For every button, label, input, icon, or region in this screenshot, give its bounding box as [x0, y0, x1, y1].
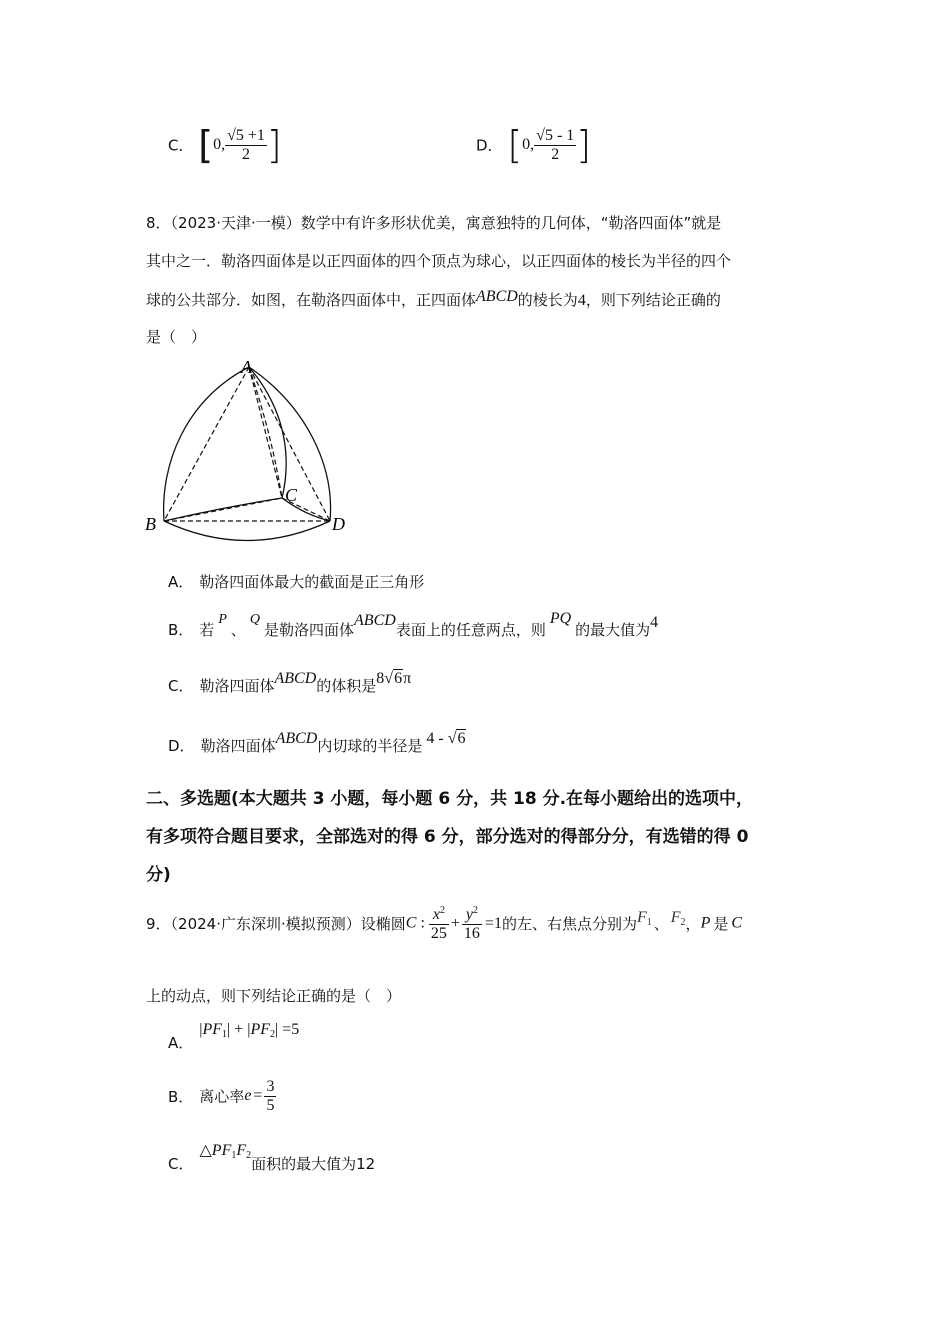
math-4: 4 [577, 292, 586, 309]
fraction-x [429, 905, 449, 942]
subscript: 1 [231, 1150, 237, 1161]
var: F [670, 909, 681, 927]
text: 是勒洛四面体 [264, 621, 355, 639]
numerator: √5 - 1 [536, 126, 575, 144]
plus: + [450, 914, 460, 932]
option-label: D． [476, 136, 503, 155]
text: ， [685, 915, 701, 934]
option-label: A． [168, 573, 194, 591]
vertex-label-c: C [285, 485, 298, 505]
heading-line: 二、多选题(本大题共 3 小题，每小题 6 分，共 18 分.在每小题给出的选项中， [146, 789, 754, 809]
text: 球的公共部分．如图，在勒洛四面体中，正四面体 [146, 291, 477, 309]
expr: 4 - [426, 730, 448, 747]
abs-bar: | [247, 1021, 251, 1038]
vertex-label-b: B [145, 514, 156, 534]
q9-option-c [168, 1140, 375, 1174]
arc-a-c [249, 367, 286, 498]
text: 的最大值为 [575, 621, 651, 639]
var: y [465, 906, 473, 923]
reuleaux-tetrahedron-figure [140, 355, 360, 555]
q8-option-a [168, 571, 424, 592]
fraction [534, 127, 576, 163]
var: F [236, 1142, 247, 1159]
exponent: 2 [439, 905, 445, 916]
math-p: P [218, 612, 227, 627]
numerator: √5 +1 [227, 126, 265, 144]
text: 面积的最大值为 [251, 1155, 357, 1173]
left-bracket: [ [198, 123, 214, 167]
arc-b-d [164, 521, 330, 541]
right-bracket: ] [266, 123, 282, 167]
interval-start: 0, [522, 136, 535, 153]
equals-one: =1 [484, 914, 502, 932]
q9-line-2: 上的动点，则下列结论正确的是（ ） [146, 987, 402, 1005]
equals: = [253, 1087, 263, 1105]
math-e: e [244, 1087, 252, 1105]
text: 9．（2024·广东深圳·模拟预测）设椭圆 [146, 915, 406, 934]
text: 的左、右焦点分别为 [501, 915, 637, 934]
value: 12 [356, 1155, 376, 1173]
var: PF [202, 1021, 223, 1038]
sqrt-sign: √ [447, 730, 457, 747]
left-bracket: [ [507, 123, 523, 167]
subscript: 2 [246, 1150, 252, 1161]
numerator: 3 [266, 1078, 275, 1095]
option-label: C． [168, 136, 194, 155]
q8-line-3 [146, 288, 721, 310]
abs-bar: | [199, 1021, 203, 1038]
option-label: A． [168, 1034, 194, 1052]
math-volume [376, 669, 411, 687]
edge-a-c [249, 367, 282, 498]
exponent: 2 [472, 905, 478, 916]
numerator [429, 905, 449, 925]
var: △PF [199, 1142, 232, 1159]
text: 的体积是 [316, 677, 377, 695]
q8-line-4: 是（ ） [146, 328, 207, 346]
abs-bar: | [227, 1021, 231, 1038]
math-abcd: ABCD [275, 730, 318, 747]
math-c: C [405, 914, 417, 932]
math-p: P [700, 914, 711, 932]
text: 、 [653, 915, 669, 934]
math-abcd: ABCD [354, 612, 396, 629]
math-q: Q [249, 612, 261, 627]
text: 的棱长为 [517, 291, 578, 309]
numerator [462, 905, 482, 925]
pi: π [403, 670, 412, 687]
math-triangle [199, 1142, 251, 1159]
math-radius [426, 730, 466, 747]
text: 勒洛四面体 [200, 737, 276, 755]
q8-option-d [168, 730, 466, 756]
colon: : [416, 914, 429, 932]
subscript: 1 [222, 1029, 228, 1040]
q9-option-b [168, 1078, 276, 1114]
equals: =5 [282, 1021, 300, 1038]
section-2-heading [146, 780, 826, 894]
q9-option-a [168, 1020, 299, 1053]
math-f2 [670, 909, 686, 929]
q7-option-c [168, 123, 282, 167]
subscript: 1 [646, 917, 652, 929]
text: 是 [713, 915, 729, 934]
q8-option-c [168, 670, 411, 696]
option-label: B． [168, 621, 194, 639]
math-pq: PQ [549, 610, 572, 627]
interval-start: 0, [213, 136, 226, 153]
denominator: 16 [463, 924, 480, 942]
denominator: 5 [266, 1096, 275, 1114]
option-label: B． [168, 1087, 194, 1106]
abs-bar: | [275, 1021, 279, 1038]
option-label: C． [168, 1155, 194, 1173]
math-abcd: ABCD [274, 670, 317, 687]
var: PF [250, 1021, 270, 1038]
var: F [636, 909, 647, 927]
fraction-y [462, 905, 482, 942]
math-4: 4 [650, 614, 659, 631]
option-text: 勒洛四面体最大的截面是正三角形 [199, 573, 425, 591]
coefficient: 8 [376, 670, 385, 687]
option-label: D． [168, 737, 195, 755]
text: ，则下列结论正确的 [585, 291, 721, 309]
text: 内切球的半径是 [317, 737, 423, 755]
subscript: 2 [680, 917, 686, 929]
var: x [432, 906, 440, 923]
denominator: 2 [551, 145, 560, 163]
text: 离心率 [199, 1087, 245, 1106]
option-label: C． [168, 677, 194, 695]
text: 、 [230, 621, 246, 639]
radicand: 6 [457, 730, 466, 747]
heading-line: 分) [146, 865, 171, 885]
fraction [225, 127, 267, 163]
q8-option-b [168, 610, 658, 640]
math-focal-sum: $|PF_1| + |PF_2| =5$ [199, 1021, 300, 1040]
math-abcd: ABCD [476, 288, 518, 305]
right-bracket: ] [576, 123, 592, 167]
denominator: 2 [242, 145, 250, 163]
sqrt-sign: √ [384, 670, 394, 687]
q9-line-1 [146, 905, 742, 942]
text: 表面上的任意两点，则 [395, 621, 546, 639]
q8-line-1: 8．（2023·天津·一模）数学中有许多形状优美，寓意独特的几何体，“勒洛四面体”就是 [146, 214, 722, 232]
q8-line-2: 其中之一．勒洛四面体是以正四面体的四个顶点为球心，以正四面体的棱长为半径的四个 [146, 252, 732, 270]
fraction [264, 1078, 276, 1114]
text: 勒洛四面体 [199, 677, 275, 695]
subscript: 2 [270, 1029, 275, 1040]
math-c: C [731, 914, 743, 932]
radicand: 6 [394, 670, 403, 687]
vertex-label-a: A [241, 357, 252, 377]
q7-option-d [476, 123, 592, 167]
heading-line: 有多项符合题目要求，全部选对的得 6 分，部分选对的得部分分，有选错的得 0 [146, 827, 749, 847]
math-f1 [636, 909, 652, 929]
text: 若 [199, 621, 215, 639]
denominator: 25 [430, 924, 447, 942]
vertex-label-d: D [332, 514, 345, 534]
